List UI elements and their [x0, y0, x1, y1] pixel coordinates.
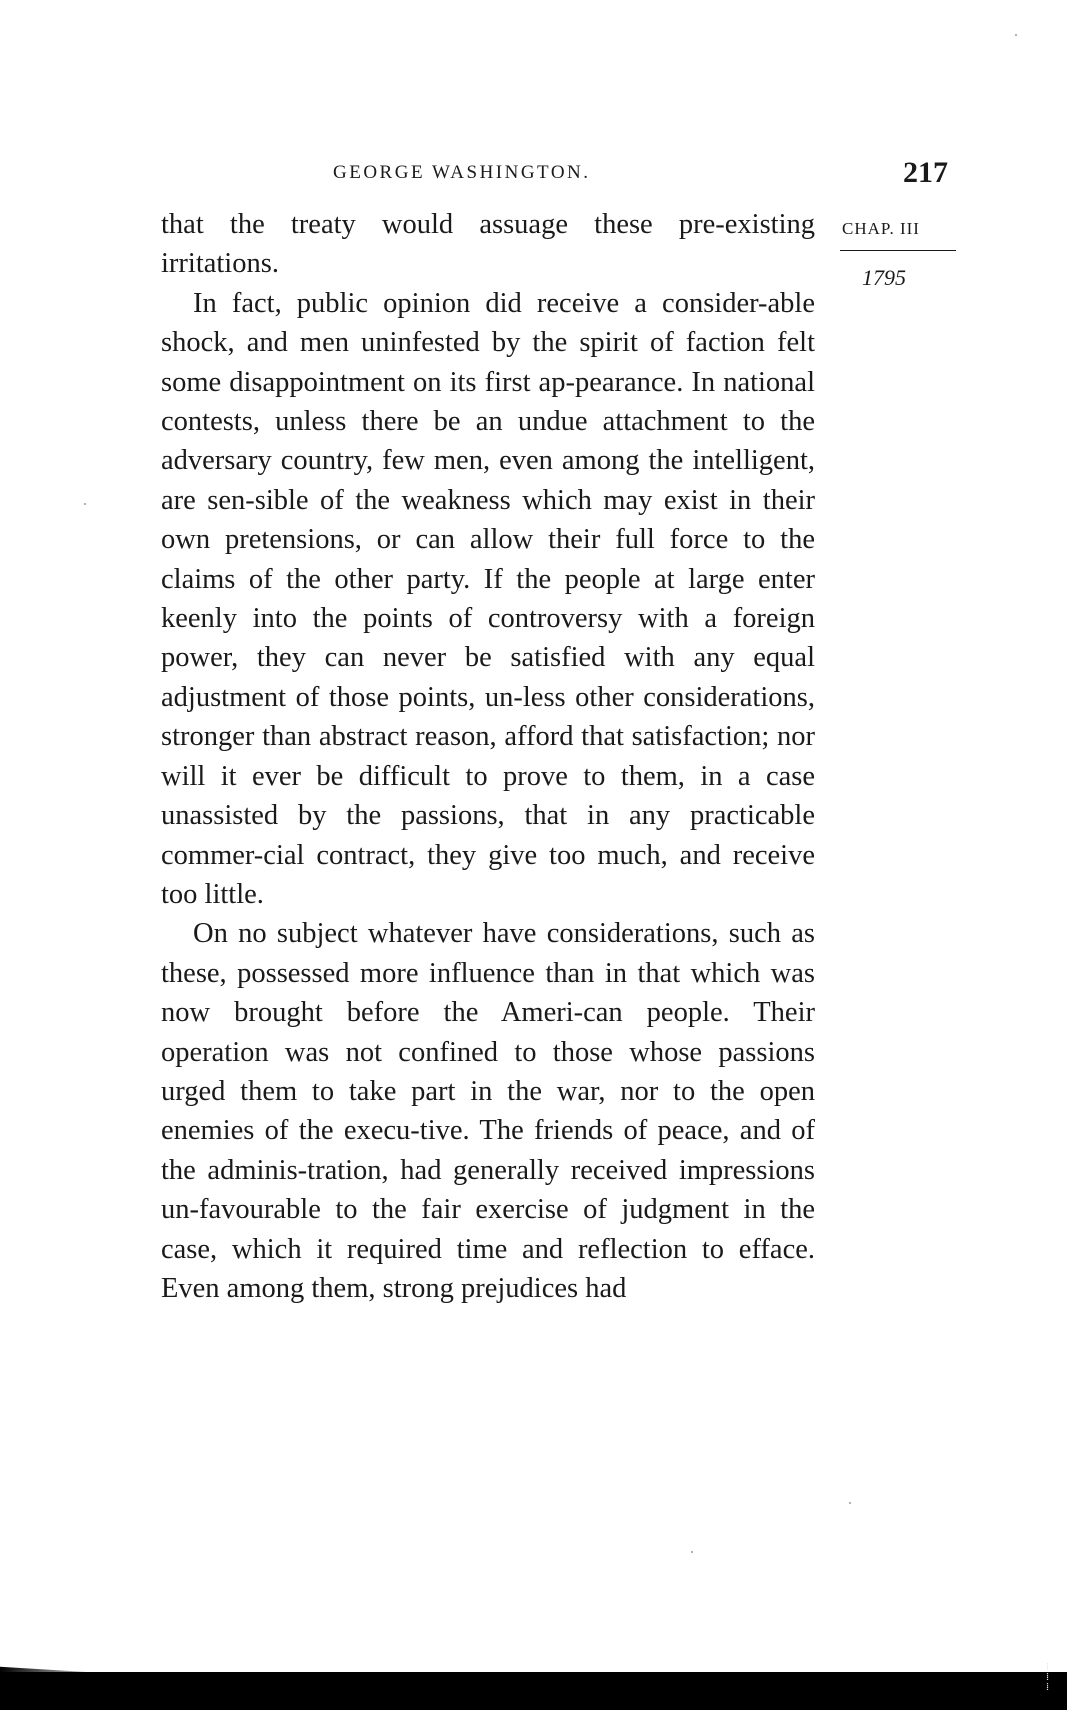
paper-speck [849, 1502, 851, 1504]
body-text [161, 205, 815, 1308]
scan-bottom-border [0, 1672, 1067, 1710]
margin-divider [840, 250, 956, 251]
margin-chapter-note: CHAP. III [842, 219, 920, 238]
paper-speck [84, 503, 86, 505]
paragraph: that the treaty would assuage these pre-existing irritations. [161, 209, 815, 280]
paper-speck [691, 1551, 693, 1553]
paragraph: On no subject whatever have considerations, such as these, possessed more influence than in that which was now brought before the Ameri-can people. Their operation was not confined to those whose passions urged them to take part in the war, nor to the open enemies of the execu-tive. The friends of peace, and of the adminis-tration, had generally received impressions un-favourable to the fair exercise of judgment in the case, which it required time and reflection to efface. Even among them, strong prejudices had [161, 918, 815, 1304]
running-title: GEORGE WASHINGTON. [333, 162, 591, 183]
paper-speck [1015, 34, 1017, 36]
margin-year-note: 1795 [862, 265, 906, 290]
paragraph: In fact, public opinion did receive a consider-able shock, and men uninfested by the spirit of faction felt some disappointment on its first ap-pearance. In national contests, unless there be an undue attachment to the adversary country, few men, even among the intelligent, are sen-sible of the weakness which may exist in their own pretensions, or can allow their full force to the claims of the other party. If the people at large enter keenly into the points of controversy with a foreign power, they can never be satisfied with any equal adjustment of those points, un-less other considerations, stronger than abstract reason, afford that satisfaction; nor will it ever be difficult to prove to them, in a case unassisted by the passions, that in any practicable commer-cial contract, they give too much, and receive too little. [161, 287, 815, 910]
scan-corner-mark: ⁞ ⁞ ⁞ [1046, 1661, 1050, 1693]
page-number: 217 [903, 156, 948, 189]
